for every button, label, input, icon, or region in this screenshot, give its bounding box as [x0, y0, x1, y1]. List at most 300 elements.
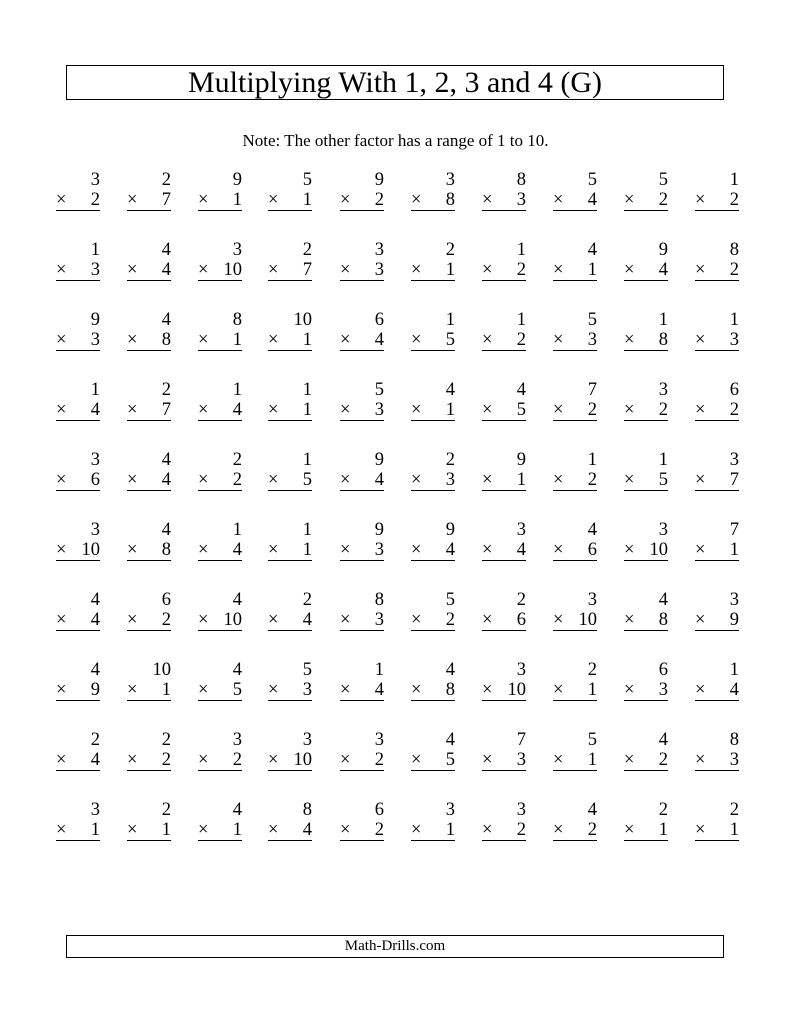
second-factor: 1 [90, 820, 100, 840]
problem-item [268, 660, 312, 712]
second-factor: 8 [161, 540, 171, 560]
times-sign: × [553, 610, 564, 630]
problem-item [411, 660, 455, 712]
second-factor-line [624, 750, 668, 771]
second-factor: 4 [161, 260, 171, 280]
problem-item [624, 240, 668, 292]
second-factor-line [624, 400, 668, 421]
problem-item [268, 380, 312, 432]
first-factor: 6 [729, 380, 739, 400]
times-sign: × [127, 540, 138, 560]
second-factor-line [198, 820, 242, 841]
problem-item [624, 800, 668, 852]
times-sign: × [340, 820, 351, 840]
times-sign: × [340, 330, 351, 350]
second-factor: 4 [90, 750, 100, 770]
second-factor-line [482, 470, 526, 491]
problem-item [127, 380, 171, 432]
second-factor: 3 [516, 190, 526, 210]
second-factor: 2 [161, 750, 171, 770]
second-factor-line [340, 680, 384, 701]
first-factor: 1 [232, 380, 242, 400]
problem-item [695, 240, 739, 292]
problem-item [198, 800, 242, 852]
problem-item [411, 240, 455, 292]
times-sign: × [127, 330, 138, 350]
first-factor: 9 [90, 310, 100, 330]
second-factor: 1 [587, 260, 597, 280]
first-factor: 1 [90, 380, 100, 400]
first-factor: 3 [445, 800, 455, 820]
second-factor-line [340, 750, 384, 771]
first-factor: 3 [374, 730, 384, 750]
second-factor-line [553, 750, 597, 771]
problem-item [340, 240, 384, 292]
times-sign: × [198, 750, 209, 770]
second-factor-line [268, 260, 312, 281]
second-factor: 2 [232, 470, 242, 490]
times-sign: × [198, 260, 209, 280]
second-factor: 7 [161, 190, 171, 210]
first-factor: 5 [302, 170, 312, 190]
first-factor: 1 [302, 380, 312, 400]
problem-item [553, 310, 597, 362]
problem-item [340, 590, 384, 642]
second-factor-line [553, 540, 597, 561]
problem-item [56, 170, 100, 222]
second-factor-line [340, 330, 384, 351]
first-factor: 4 [90, 590, 100, 610]
times-sign: × [127, 750, 138, 770]
second-factor: 2 [374, 820, 384, 840]
times-sign: × [268, 400, 279, 420]
first-factor: 1 [302, 520, 312, 540]
times-sign: × [411, 610, 422, 630]
second-factor-line [624, 330, 668, 351]
problem-item [340, 800, 384, 852]
times-sign: × [56, 540, 67, 560]
second-factor: 5 [445, 330, 455, 350]
second-factor: 7 [729, 470, 739, 490]
times-sign: × [624, 470, 635, 490]
second-factor-line [411, 820, 455, 841]
second-factor: 3 [374, 610, 384, 630]
second-factor: 4 [445, 540, 455, 560]
problem-item [340, 170, 384, 222]
footer-box [66, 935, 724, 958]
first-factor: 1 [302, 450, 312, 470]
times-sign: × [411, 540, 422, 560]
times-sign: × [56, 820, 67, 840]
range-note: Note: The other factor has a range of 1 to 10. [242, 131, 549, 150]
times-sign: × [553, 680, 564, 700]
first-factor: 2 [90, 730, 100, 750]
second-factor-line [624, 190, 668, 211]
first-factor: 3 [658, 520, 668, 540]
times-sign: × [695, 680, 706, 700]
times-sign: × [553, 260, 564, 280]
second-factor: 4 [374, 680, 384, 700]
first-factor: 1 [232, 520, 242, 540]
first-factor: 1 [729, 310, 739, 330]
second-factor-line [695, 680, 739, 701]
second-factor-line [127, 610, 171, 631]
first-factor: 8 [302, 800, 312, 820]
problem-item [482, 380, 526, 432]
times-sign: × [411, 470, 422, 490]
times-sign: × [56, 260, 67, 280]
second-factor: 8 [658, 610, 668, 630]
second-factor: 4 [658, 260, 668, 280]
problem-item [56, 660, 100, 712]
first-factor: 1 [658, 450, 668, 470]
times-sign: × [482, 470, 493, 490]
second-factor-line [553, 190, 597, 211]
problem-item [340, 380, 384, 432]
problem-item [695, 450, 739, 502]
problem-item [56, 450, 100, 502]
second-factor-line [553, 610, 597, 631]
times-sign: × [411, 400, 422, 420]
second-factor: 3 [374, 400, 384, 420]
problem-item [268, 520, 312, 572]
times-sign: × [695, 400, 706, 420]
second-factor: 1 [232, 190, 242, 210]
first-factor: 1 [729, 660, 739, 680]
second-factor-line [482, 750, 526, 771]
times-sign: × [268, 470, 279, 490]
problem-item [411, 590, 455, 642]
second-factor: 4 [232, 540, 242, 560]
times-sign: × [624, 750, 635, 770]
times-sign: × [695, 540, 706, 560]
second-factor: 4 [90, 400, 100, 420]
second-factor-line [268, 470, 312, 491]
second-factor-line [127, 750, 171, 771]
times-sign: × [56, 330, 67, 350]
problem-item [624, 520, 668, 572]
second-factor: 2 [374, 190, 384, 210]
second-factor-line [695, 330, 739, 351]
second-factor: 2 [729, 400, 739, 420]
problem-item [482, 800, 526, 852]
first-factor: 3 [658, 380, 668, 400]
first-factor: 5 [587, 730, 597, 750]
second-factor: 1 [302, 330, 312, 350]
problem-item [411, 380, 455, 432]
first-factor: 2 [445, 450, 455, 470]
second-factor: 4 [302, 820, 312, 840]
times-sign: × [411, 330, 422, 350]
second-factor: 2 [729, 260, 739, 280]
second-factor-line [268, 540, 312, 561]
first-factor: 4 [587, 240, 597, 260]
second-factor: 2 [587, 470, 597, 490]
second-factor: 2 [658, 190, 668, 210]
problem-item [340, 730, 384, 782]
first-factor: 4 [232, 800, 242, 820]
first-factor: 4 [161, 310, 171, 330]
second-factor: 4 [729, 680, 739, 700]
first-factor: 2 [161, 800, 171, 820]
problem-item [411, 520, 455, 572]
times-sign: × [695, 190, 706, 210]
problem-item [624, 310, 668, 362]
second-factor: 8 [658, 330, 668, 350]
times-sign: × [340, 400, 351, 420]
second-factor-line [56, 400, 100, 421]
second-factor: 2 [90, 190, 100, 210]
second-factor-line [482, 330, 526, 351]
second-factor: 1 [302, 400, 312, 420]
times-sign: × [482, 680, 493, 700]
second-factor-line [482, 400, 526, 421]
times-sign: × [695, 750, 706, 770]
times-sign: × [553, 470, 564, 490]
times-sign: × [198, 610, 209, 630]
second-factor: 1 [658, 820, 668, 840]
second-factor-line [56, 820, 100, 841]
problem-item [695, 800, 739, 852]
problem-item [695, 310, 739, 362]
problem-item [127, 730, 171, 782]
problem-item [411, 310, 455, 362]
times-sign: × [56, 750, 67, 770]
second-factor: 1 [161, 820, 171, 840]
second-factor-line [56, 470, 100, 491]
second-factor: 5 [516, 400, 526, 420]
second-factor-line [198, 330, 242, 351]
times-sign: × [198, 190, 209, 210]
times-sign: × [695, 260, 706, 280]
second-factor-line [482, 540, 526, 561]
second-factor-line [411, 260, 455, 281]
first-factor: 10 [152, 660, 171, 680]
second-factor-line [268, 750, 312, 771]
second-factor-line [127, 260, 171, 281]
second-factor: 2 [516, 260, 526, 280]
second-factor: 9 [90, 680, 100, 700]
second-factor-line [624, 610, 668, 631]
second-factor-line [198, 190, 242, 211]
second-factor-line [411, 750, 455, 771]
times-sign: × [56, 470, 67, 490]
second-factor: 10 [223, 610, 242, 630]
times-sign: × [695, 820, 706, 840]
problem-item [482, 590, 526, 642]
times-sign: × [268, 820, 279, 840]
first-factor: 6 [374, 800, 384, 820]
second-factor-line [411, 680, 455, 701]
times-sign: × [624, 400, 635, 420]
second-factor: 2 [516, 330, 526, 350]
first-factor: 4 [658, 730, 668, 750]
times-sign: × [56, 400, 67, 420]
problem-item [482, 520, 526, 572]
first-factor: 9 [658, 240, 668, 260]
first-factor: 2 [161, 170, 171, 190]
first-factor: 7 [587, 380, 597, 400]
second-factor: 4 [374, 330, 384, 350]
first-factor: 2 [445, 240, 455, 260]
problem-item [553, 520, 597, 572]
second-factor-line [340, 820, 384, 841]
problem-item [198, 240, 242, 292]
second-factor-line [56, 750, 100, 771]
second-factor: 2 [587, 400, 597, 420]
times-sign: × [482, 540, 493, 560]
problem-item [56, 520, 100, 572]
times-sign: × [127, 260, 138, 280]
problem-item [553, 450, 597, 502]
second-factor-line [340, 400, 384, 421]
problem-item [695, 520, 739, 572]
second-factor-line [56, 260, 100, 281]
first-factor: 3 [90, 170, 100, 190]
second-factor: 3 [729, 330, 739, 350]
problem-item [553, 240, 597, 292]
problem-item [340, 450, 384, 502]
second-factor: 7 [161, 400, 171, 420]
problem-item [695, 380, 739, 432]
times-sign: × [198, 330, 209, 350]
second-factor: 4 [302, 610, 312, 630]
second-factor-line [695, 470, 739, 491]
times-sign: × [198, 540, 209, 560]
times-sign: × [340, 470, 351, 490]
first-factor: 3 [232, 730, 242, 750]
first-factor: 4 [232, 660, 242, 680]
times-sign: × [340, 260, 351, 280]
first-factor: 1 [587, 450, 597, 470]
problem-item [340, 660, 384, 712]
second-factor-line [198, 470, 242, 491]
problem-item [695, 590, 739, 642]
problem-item [127, 520, 171, 572]
times-sign: × [268, 190, 279, 210]
problem-item [411, 730, 455, 782]
second-factor: 1 [232, 820, 242, 840]
first-factor: 1 [90, 240, 100, 260]
second-factor-line [482, 820, 526, 841]
first-factor: 3 [516, 800, 526, 820]
second-factor-line [411, 400, 455, 421]
first-factor: 8 [516, 170, 526, 190]
first-factor: 3 [302, 730, 312, 750]
second-factor-line [411, 330, 455, 351]
times-sign: × [340, 680, 351, 700]
second-factor: 5 [302, 470, 312, 490]
problem-item [198, 590, 242, 642]
problem-item [198, 380, 242, 432]
first-factor: 3 [729, 590, 739, 610]
second-factor: 1 [445, 820, 455, 840]
times-sign: × [411, 190, 422, 210]
second-factor-line [624, 470, 668, 491]
times-sign: × [411, 820, 422, 840]
times-sign: × [56, 190, 67, 210]
problem-item [624, 590, 668, 642]
first-factor: 3 [587, 590, 597, 610]
problem-item [695, 170, 739, 222]
first-factor: 7 [729, 520, 739, 540]
second-factor-line [695, 190, 739, 211]
first-factor: 8 [374, 590, 384, 610]
first-factor: 1 [445, 310, 455, 330]
problem-item [624, 660, 668, 712]
second-factor-line [340, 470, 384, 491]
first-factor: 5 [374, 380, 384, 400]
first-factor: 2 [302, 240, 312, 260]
second-factor-line [268, 610, 312, 631]
problem-item [268, 730, 312, 782]
problem-item [553, 660, 597, 712]
first-factor: 5 [658, 170, 668, 190]
second-factor: 10 [293, 750, 312, 770]
second-factor: 1 [302, 190, 312, 210]
second-factor-line [268, 330, 312, 351]
second-factor: 4 [516, 540, 526, 560]
problem-item [198, 730, 242, 782]
first-factor: 8 [729, 730, 739, 750]
first-factor: 1 [374, 660, 384, 680]
second-factor-line [340, 190, 384, 211]
problem-item [56, 240, 100, 292]
times-sign: × [482, 400, 493, 420]
problem-item [482, 310, 526, 362]
problem-item [268, 800, 312, 852]
second-factor: 4 [587, 190, 597, 210]
second-factor: 8 [445, 190, 455, 210]
first-factor: 3 [516, 660, 526, 680]
times-sign: × [198, 400, 209, 420]
second-factor-line [268, 190, 312, 211]
second-factor: 2 [516, 820, 526, 840]
first-factor: 4 [161, 240, 171, 260]
second-factor: 1 [161, 680, 171, 700]
second-factor-line [482, 260, 526, 281]
second-factor: 3 [302, 680, 312, 700]
second-factor-line [553, 400, 597, 421]
times-sign: × [482, 260, 493, 280]
second-factor: 8 [161, 330, 171, 350]
second-factor-line [695, 400, 739, 421]
second-factor: 10 [81, 540, 100, 560]
times-sign: × [56, 610, 67, 630]
problem-item [553, 590, 597, 642]
second-factor-line [340, 540, 384, 561]
times-sign: × [624, 260, 635, 280]
problem-item [482, 170, 526, 222]
problem-item [198, 520, 242, 572]
problem-item [268, 310, 312, 362]
problem-item [127, 240, 171, 292]
times-sign: × [553, 330, 564, 350]
first-factor: 3 [516, 520, 526, 540]
times-sign: × [624, 190, 635, 210]
second-factor-line [127, 820, 171, 841]
second-factor-line [127, 680, 171, 701]
second-factor: 9 [729, 610, 739, 630]
times-sign: × [268, 680, 279, 700]
second-factor-line [198, 750, 242, 771]
times-sign: × [482, 820, 493, 840]
second-factor-line [56, 540, 100, 561]
times-sign: × [411, 750, 422, 770]
first-factor: 3 [445, 170, 455, 190]
times-sign: × [340, 610, 351, 630]
second-factor-line [624, 540, 668, 561]
